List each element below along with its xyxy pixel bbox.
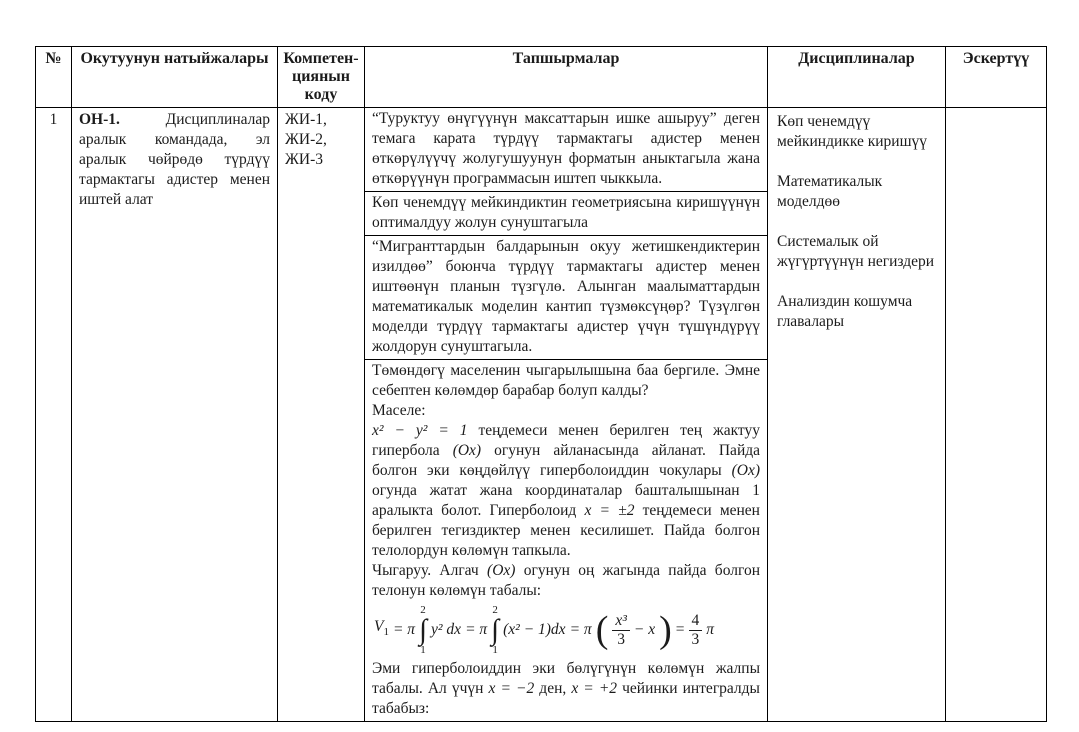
task-item-2: Көп ченемдүү мейкиндиктин геометриясына киришүүнүн оптималдуу жолун сунуштагыла xyxy=(365,192,767,236)
open-paren: ( xyxy=(595,609,609,651)
table-row xyxy=(36,108,1047,722)
task4-intro: Төмөндөгү маселенин чыгарылышына баа бергиле. Эмне себептен көлөмдөр барабар болуп калды? xyxy=(372,362,760,399)
row-number-cell: 1 xyxy=(36,108,72,722)
competency-code: ЖИ-2, xyxy=(285,131,327,148)
integral-sign: 2 ∫ 1 xyxy=(491,604,500,656)
close-paren: ) xyxy=(659,609,672,651)
task-item-1: “Туруктуу өнүгүүнүн максаттарын ишке ашыруу” деген темага карата түрдүү тармактагы адистер менен өткөрүлүүчү жолугушуунун форматын аныктагыла жана өткөрүүнүн программасын иштеп чыккыла. xyxy=(365,108,767,192)
task-item-3: “Мигранттардын балдарынын окуу жетишкендиктерин изилдөө” боюнча түрдүү тармактагы адистер менен иштөөнүн планын түзгүлө. Алынган маалыматтардын математикалык моделин кантип түзмөксүңөр? Түзүлгөн моделди түрдүү тармактагы адистер үчүн түшүндүрүү жолдорун сунуштагыла. xyxy=(365,236,767,360)
tasks-cell xyxy=(365,108,768,722)
discipline-item: Математикалык моделдөө xyxy=(777,173,883,210)
task4-problem-text: x² − y² = 1 теңдемеси менен берилген тең жактуу гипербола (Ox) огунун айланасында айланат. Пайда болгон эки көңдөйлүү гиперболоиддин чокулары (Ox) огунда жатат жана координаталар башталышынан 1 аралыкта болот. Гиперболоид x = ±2 теңдемеси менен берилген тегиздиктер менен кесилишет. Пайда болгон телолордун көлөмүн тапкыла. xyxy=(372,422,761,559)
task4-problem-label: Маселе: xyxy=(372,402,426,419)
discipline-item: Көп ченемдүү мейкиндикке киришүү xyxy=(777,113,928,150)
col-header-competency xyxy=(278,47,365,108)
outcome-cell xyxy=(72,108,278,722)
col-header-note: Эскертүү xyxy=(946,47,1047,108)
competency-line-2: циянын xyxy=(291,68,351,85)
fraction-x3-over-3: $\frac{\text{x³}}{3}$ xyxy=(612,612,630,649)
fraction-4-over-3: $\frac{4}{3}$ xyxy=(689,612,703,649)
outcome-code: ОН-1. xyxy=(79,111,120,128)
disciplines-cell xyxy=(768,108,946,722)
task4-solution-text: Чыгаруу. Алгач (Ox) огунун оң жагында пайда болгон телонун көлөмүн табалы: xyxy=(372,562,760,599)
col-header-outcomes: Окутуунун натыйжалары xyxy=(72,47,278,108)
outcome-text: Дисциплиналар аралык командада, эл аралык чөйрөдө түрдүү тармактагы адистер менен иштей алат xyxy=(79,111,270,208)
note-cell xyxy=(946,108,1047,722)
col-header-tasks: Тапшырмалар xyxy=(365,47,768,108)
volume-formula: $V_1$ = π 2 ∫ 1 y² dx = π 2 ∫ 1 (x² − 1)dx = π ( $\frac{\text{x³}}{3}$ − x ) = $\frac{4}{3}$ π xyxy=(374,604,715,656)
competency-line-1: Компетен- xyxy=(283,50,359,67)
curriculum-table xyxy=(35,46,1047,722)
discipline-item: Анализдин кошумча главалары xyxy=(777,293,913,330)
competency-code: ЖИ-3 xyxy=(285,151,323,168)
col-header-disciplines: Дисциплиналар xyxy=(768,47,946,108)
document-page xyxy=(0,46,1079,732)
integral-sign: 2 ∫ 1 xyxy=(419,604,428,656)
discipline-item: Системалык ой жүгүртүүнүн негиздери xyxy=(777,233,935,270)
task-item-4 xyxy=(365,360,767,721)
competency-line-3: коду xyxy=(304,86,338,103)
competency-codes-cell xyxy=(278,108,365,722)
task4-closing-text: Эми гиперболоиддин эки бөлүгүнүн көлөмүн жалпы табалы. Ал үчүн x = −2 ден, x = +2 чейинки интегралды табабыз: xyxy=(372,660,760,717)
formula-lhs: $V_1$ xyxy=(374,618,389,639)
competency-code: ЖИ-1, xyxy=(285,111,327,128)
col-header-no: № xyxy=(36,47,72,108)
header-row xyxy=(36,47,1047,108)
